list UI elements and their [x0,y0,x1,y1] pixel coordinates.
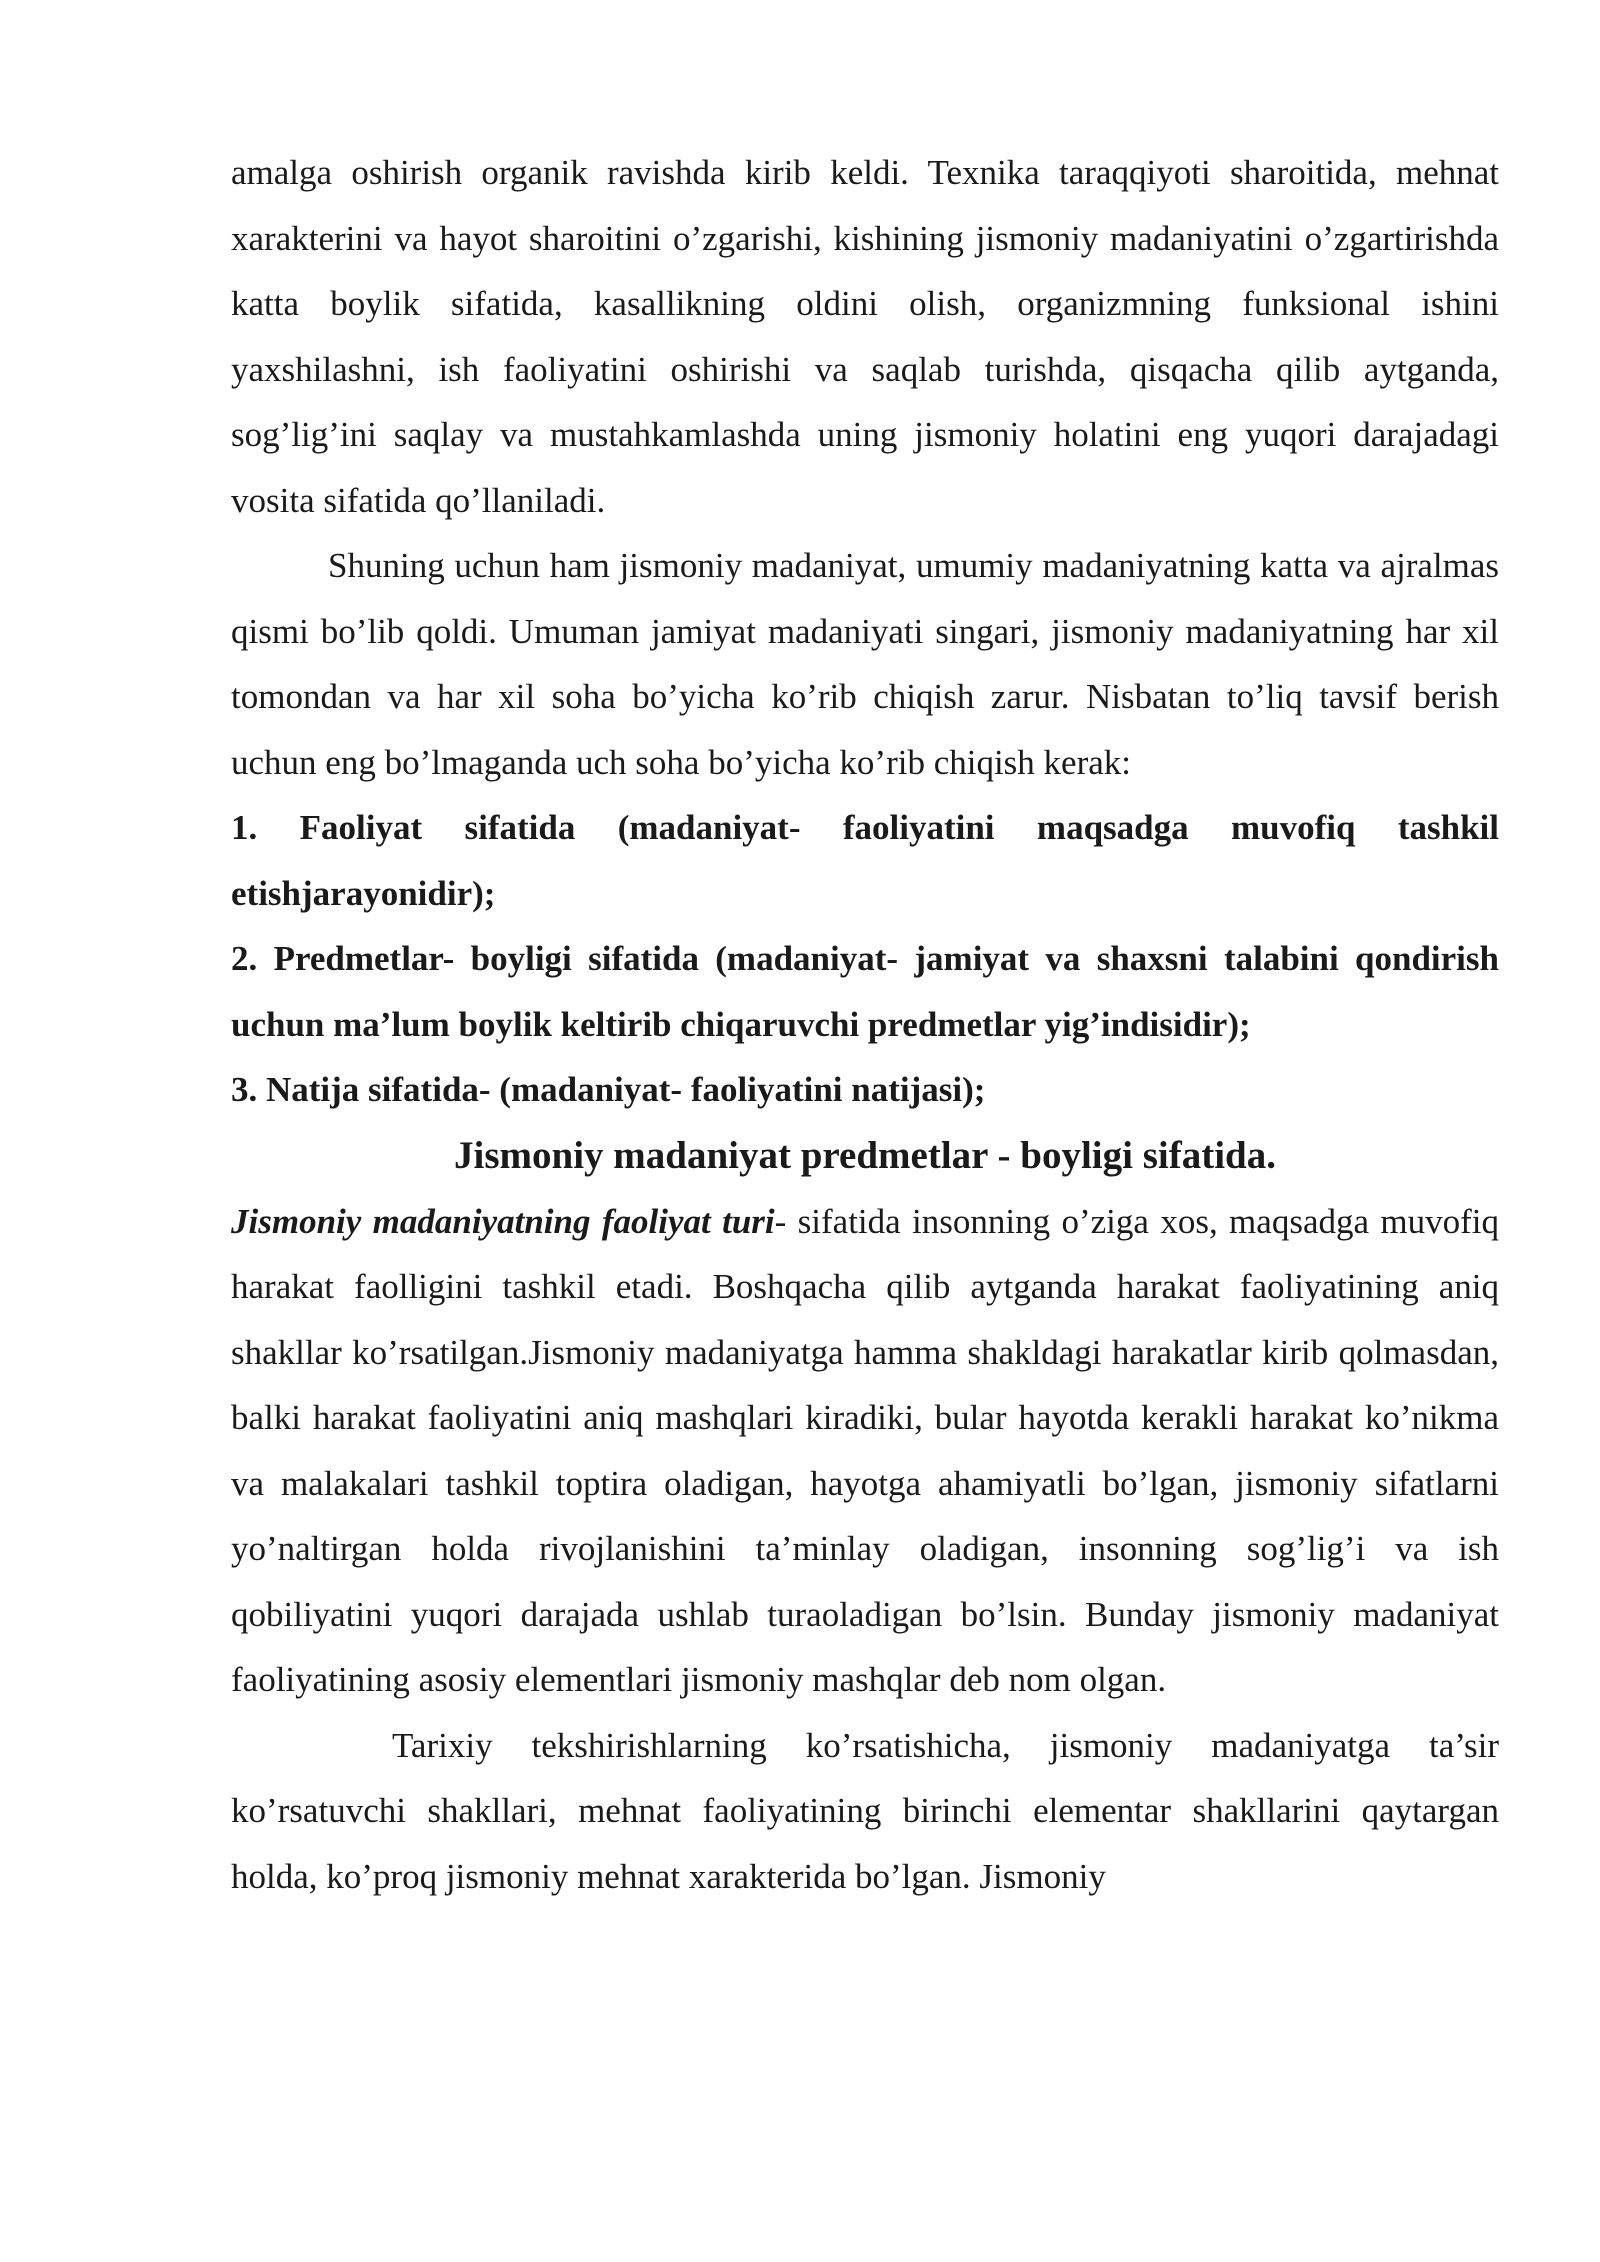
document-page [231,140,1499,1909]
paragraph-culture-parts: Shuning uchun ham jismoniy madaniyat, umumiy madaniyatning katta va ajralmas qismi bo’lib qoldi. Umuman jamiyat madaniyati singari, jismoniy madaniyatning har xil tomondan va har xil soha bo’yicha ko’rib chiqish zarur. Nisbatan to’liq tavsif berish uchun eng bo’lmaganda uch soha bo’yicha ko’rib chiqish kerak: [231,546,1499,782]
paragraph-lead-term: Jismoniy madaniyatning faoliyat turi [231,1201,775,1241]
list-item-objects: 2. Predmetlar- boyligi sifatida (madaniyat- jamiyat va shaxsni talabini qondirish uchun ma’lum boylik keltirib chiqaruvchi predmetlar yig’indisidir); [231,939,1499,1044]
paragraph-historical: Tarixiy tekshirishlarning ko’rsatishicha, jismoniy madaniyatga ta’sir ko’rsatuvchi shakllari, mehnat faoliyatining birinchi elementar shakllarini qaytargan holda, ko’proq jismoniy mehnat xarakterida bo’lgan. Jismoniy [231,1725,1499,1896]
list-item-activity: 1. Faoliyat sifatida (madaniyat- faoliyatini maqsadga muvofiq tashkil etishjarayonidir); [231,808,1499,913]
paragraph-body: - sifatida insonning o’ziga xos, maqsadga muvofiq harakat faolligini tashkil etadi. Boshqacha qilib aytganda harakat faoliyatining aniq shakllar ko’rsatilgan.Jismoniy madaniyatga hamma shakldagi harakatlar kirib qolmasdan, balki harakat faoliyatini aniq mashqlari kiradiki, bular hayotda kerakli harakat ko’nikma va malakalari tashkil toptira oladigan, hayotga ahamiyatli bo’lgan, jismoniy sifatlarni yo’naltirgan holda rivojlanishini ta’minlay oladigan, insonning sog’lig’i va ish qobiliyatini yuqori darajada ushlab turaoladigan bo’lsin. Bunday jismoniy madaniyat faoliyatining asosiy elementlari jismoniy mashqlar deb nom olgan. [231,1201,1499,1699]
section-heading: Jismoniy madaniyat predmetlar - boyligi sifatida. [454,1133,1276,1177]
paragraph-activity-type [231,1189,1499,1713]
list-item-result: 3. Natija sifatida- (madaniyat- faoliyatini natijasi); [231,1070,986,1109]
paragraph-intro: amalga oshirish organik ravishda kirib keldi. Texnika taraqqiyoti sharoitida, mehnat xarakterini va hayot sharoitini o’zgarishi, kishining jismoniy madaniyatini o’zgartirishda katta boylik sifatida, kasallikning oldini olish, organizmning funksional ishini yaxshilashni, ish faoliyatini oshirishi va saqlab turishda, qisqacha qilib aytganda, sog’lig’ini saqlay va mustahkamlashda uning jismoniy holatini eng yuqori darajadagi vosita sifatida qo’llaniladi. [231,153,1499,520]
